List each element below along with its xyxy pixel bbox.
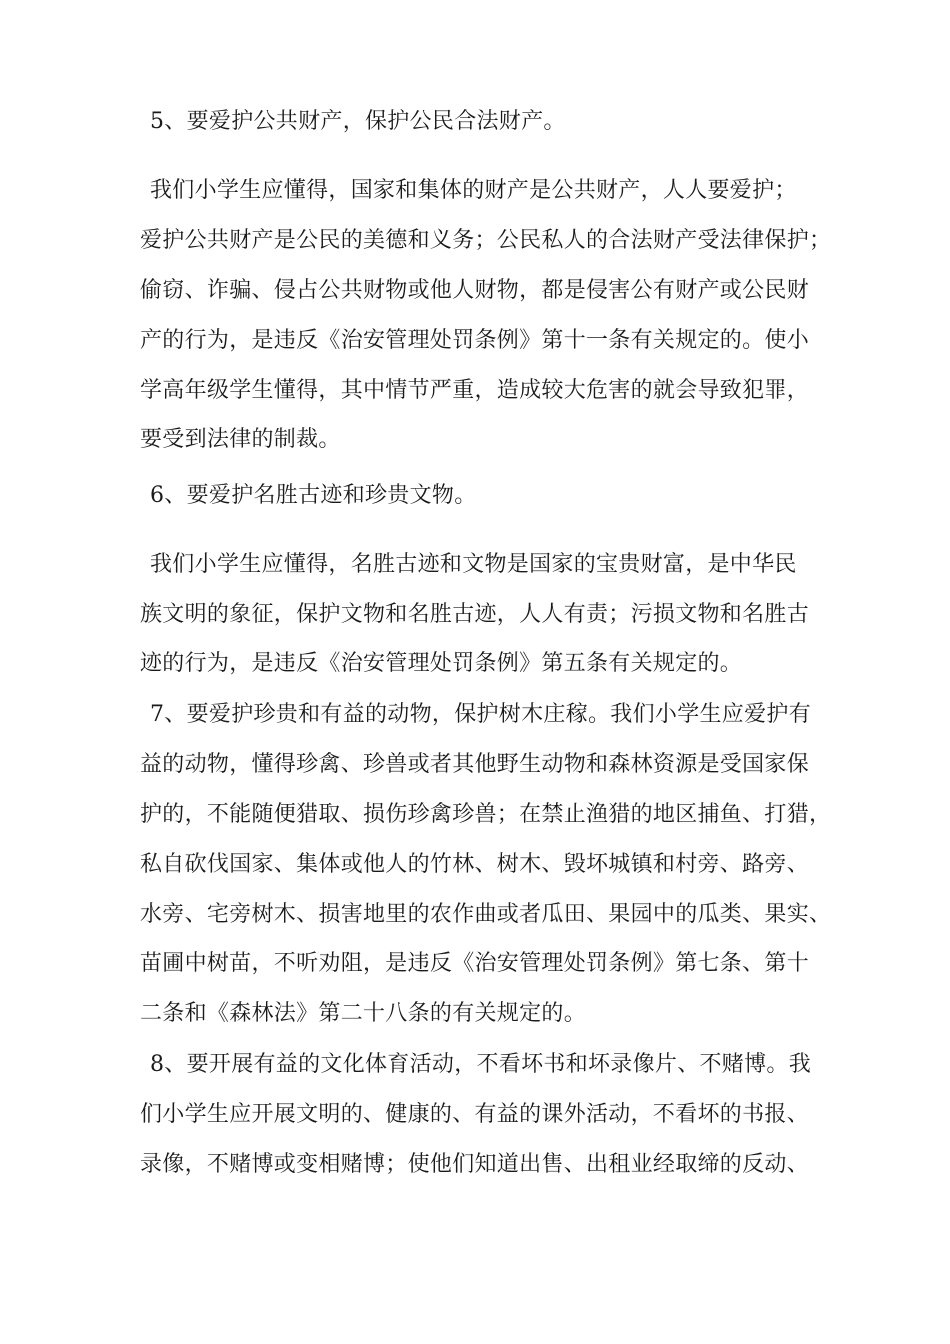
paragraph-line: 偷窃、诈骗、侵占公共财物或他人财物，都是侵害公有财产或公民财 — [140, 278, 810, 303]
section-8-heading: 8、要开展有益的文化体育活动，不看坏书和坏录像片、不赌博。我 — [150, 1052, 811, 1077]
paragraph-line: 族文明的象征，保护文物和名胜古迹，人人有责；污损文物和名胜古 — [140, 602, 810, 627]
paragraph-line: 水旁、宅旁树木、损害地里的农作曲或者瓜田、果园中的瓜类、果实、 — [140, 902, 832, 927]
paragraph-line: 私自砍伐国家、集体或他人的竹林、树木、毁坏城镇和村旁、路旁、 — [140, 852, 810, 877]
paragraph-line: 我们小学生应懂得，名胜古迹和文物是国家的宝贵财富，是中华民 — [150, 552, 797, 577]
paragraph-line: 益的动物，懂得珍禽、珍兽或者其他野生动物和森林资源是受国家保 — [140, 752, 810, 777]
section-5-heading: 5、要爱护公共财产，保护公民合法财产。 — [150, 109, 566, 134]
paragraph-line: 要受到法律的制裁。 — [140, 427, 341, 452]
section-7-heading: 7、要爱护珍贵和有益的动物，保护树木庄稼。我们小学生应爱护有 — [150, 702, 811, 727]
paragraph-line: 学高年级学生懂得，其中情节严重，造成较大危害的就会导致犯罪， — [140, 378, 810, 403]
paragraph-line: 们小学生应开展文明的、健康的、有益的课外活动，不看坏的书报、 — [140, 1102, 810, 1127]
paragraph-line: 护的，不能随便猎取、损伤珍禽珍兽；在禁止渔猎的地区捕鱼、打猎， — [140, 802, 832, 827]
paragraph-line: 二条和《森林法》第二十八条的有关规定的。 — [140, 1001, 587, 1026]
paragraph-line: 迹的行为，是违反《治安管理处罚条例》第五条有关规定的。 — [140, 651, 743, 676]
paragraph-line: 产的行为，是违反《治安管理处罚条例》第十一条有关规定的。使小 — [140, 328, 810, 353]
paragraph-line: 录像，不赌博或变相赌博；使他们知道出售、出租业经取缔的反动、 — [140, 1152, 810, 1177]
paragraph-line: 爱护公共财产是公民的美德和义务；公民私人的合法财产受法律保护； — [140, 228, 832, 253]
section-6-heading: 6、要爱护名胜古迹和珍贵文物。 — [150, 483, 477, 508]
paragraph-line: 我们小学生应懂得，国家和集体的财产是公共财产，人人要爱护； — [150, 178, 797, 203]
paragraph-line: 苗圃中树苗，不听劝阻，是违反《治安管理处罚条例》第七条、第十 — [140, 951, 810, 976]
